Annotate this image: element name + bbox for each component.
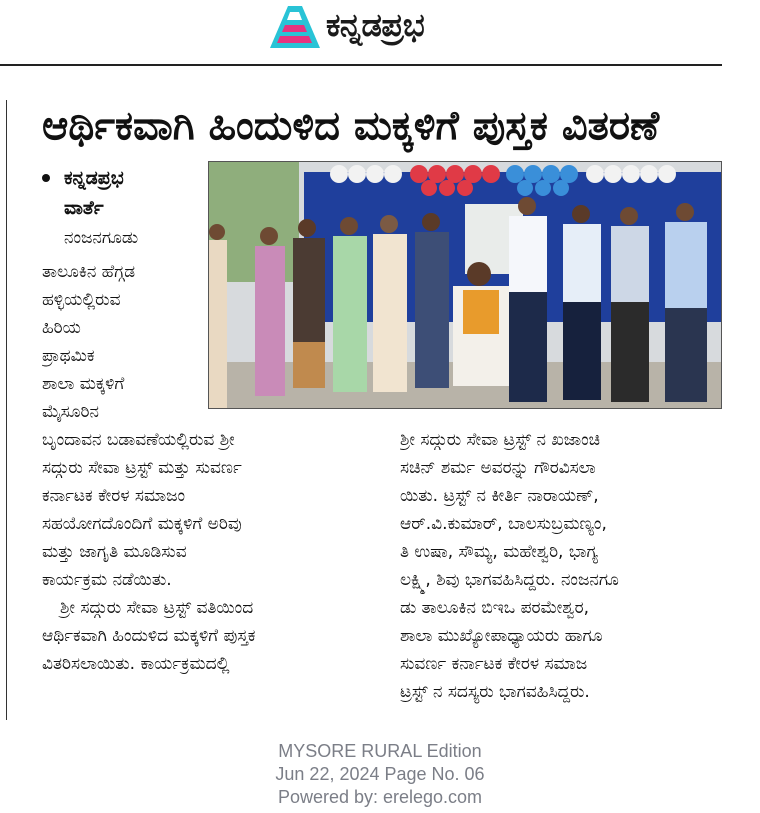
body-line: ತಾಲೂಕಿನ ಹೆಗ್ಗಡ (42, 262, 136, 282)
body-line: ಸಚಿನ್ ಶರ್ಮ ಅವರನ್ನು ಗೌರವಿಸಲಾ (400, 458, 596, 478)
body-line: ಕರ್ನಾಟಕ ಕೇರಳ ಸಮಾಜಂ (42, 486, 186, 506)
masthead-rule (0, 64, 722, 66)
article-body-column-1 (42, 258, 198, 426)
body-line: ಶಾಲಾ ಮಕ್ಕಳಿಗೆ (42, 374, 125, 394)
body-line: ಸದ್ಗುರು ಸೇವಾ ಟ್ರಸ್ಟ್ ಮತ್ತು ಸುವರ್ಣ (42, 458, 242, 478)
footer-date-page: Jun 22, 2024 Page No. 06 (275, 764, 485, 784)
body-line: ಹಳ್ಳಿಯಲ್ಲಿರುವ (42, 290, 121, 310)
body-line: ಡು ತಾಲೂಕಿನ ಬಿಇಒ ಪರಮೇಶ್ವರ, (400, 598, 590, 618)
byline-source: ಕನ್ನಡಪ್ರಭ (64, 167, 124, 189)
body-line: ಯಿತು. ಟ್ರಸ್ಟ್ ನ ಕೀರ್ತಿ ನಾರಾಯಣ್, (400, 486, 599, 506)
body-line: ಮತ್ತು ಜಾಗೃತಿ ಮೂಡಿಸುವ (42, 542, 187, 562)
body-line: ಶ್ರೀ ಸದ್ಗುರು ಸೇವಾ ಟ್ರಸ್ಟ್ ನ ಖಜಾಂಚಿ (400, 430, 601, 450)
body-line: ಹಿರಿಯ (42, 318, 81, 338)
article-body-column-1-wide (42, 426, 372, 678)
body-line: ವಿತರಿಸಲಾಯಿತು. ಕಾರ್ಯಕ್ರಮದಲ್ಲಿ (42, 654, 230, 674)
body-line: ಶ್ರೀ ಸದ್ಗುರು ಸೇವಾ ಟ್ರಸ್ಟ್ ವತಿಯಿಂದ (60, 598, 254, 618)
article-photo (208, 161, 722, 409)
body-line: ತಿ ಉಷಾ, ಸೌಮ್ಯ, ಮಹೇಶ್ವರಿ, ಭಾಗ್ಯ (400, 542, 599, 562)
masthead (0, 0, 760, 66)
body-line: ಪ್ರಾಥಮಿಕ (42, 346, 95, 366)
byline-suffix: ವಾರ್ತೆ (64, 197, 104, 219)
body-line: ಟ್ರಸ್ಟ್ ನ ಸದಸ್ಯರು ಭಾಗವಹಿಸಿದ್ದರು. (400, 682, 590, 702)
body-line: ಆರ್.ವಿ.ಕುಮಾರ್, ಬಾಲಸುಬ್ರಮಣ್ಯಂ, (400, 514, 607, 534)
body-line: ಲಕ್ಷ್ಮಿ, ಶಿವು ಭಾಗವಹಿಸಿದ್ದರು. ನಂಜನಗೂ (400, 570, 619, 590)
dateline: ನಂಜನಗೂಡು (64, 228, 139, 248)
body-line: ಆರ್ಥಿಕವಾಗಿ ಹಿಂದುಳಿದ ಮಕ್ಕಳಿಗೆ ಪುಸ್ತಕ (42, 626, 256, 646)
column-rule (6, 100, 7, 720)
body-line: ಮೈಸೂರಿನ (42, 402, 99, 422)
body-line: ಸುವರ್ಣ ಕರ್ನಾಟಕ ಕೇರಳ ಸಮಾಜ (400, 654, 588, 674)
bullet-icon (42, 174, 50, 182)
page-footer (0, 740, 760, 809)
kannadaprabha-logo-icon (268, 4, 322, 50)
footer-edition: MYSORE RURAL Edition (278, 741, 482, 761)
footer-powered-by: Powered by: erelego.com (277, 787, 483, 807)
masthead-logo-text: ಕನ್ನಡಪ್ರಭ (326, 6, 425, 44)
body-line: ಬೃಂದಾವನ ಬಡಾವಣೆಯಲ್ಲಿರುವ ಶ್ರೀ (42, 430, 235, 450)
article-headline: ಆರ್ಥಿಕವಾಗಿ ಹಿಂದುಳಿದ ಮಕ್ಕಳಿಗೆ ಪುಸ್ತಕ ವಿತರಣೆ (42, 103, 660, 149)
body-line: ಕಾರ್ಯಕ್ರಮ ನಡೆಯಿತು. (42, 570, 172, 590)
group-photo-illustration (209, 162, 722, 409)
body-line: ಸಹಯೋಗದೊಂದಿಗೆ ಮಕ್ಕಳಿಗೆ ಅರಿವು (42, 514, 242, 534)
body-line: ಶಾಲಾ ಮುಖ್ಯೋಪಾಧ್ಯಾಯರು ಹಾಗೂ (400, 626, 603, 646)
article-body-column-2 (400, 426, 730, 706)
